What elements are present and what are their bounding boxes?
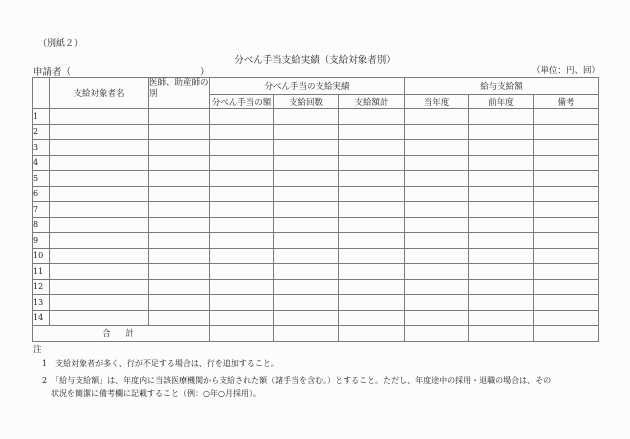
cell-current-year[interactable]	[405, 279, 469, 295]
cell-current-year[interactable]	[405, 109, 469, 125]
cell-payment-count[interactable]	[274, 310, 339, 326]
cell-payment-total[interactable]	[339, 310, 405, 326]
cell-payment-count[interactable]	[274, 109, 339, 125]
cell-doctor-midwife[interactable]	[149, 264, 210, 280]
cell-remarks[interactable]	[534, 155, 599, 171]
cell-current-year[interactable]	[405, 310, 469, 326]
header-doctor-midwife: 医師、助産師の別	[149, 78, 210, 109]
cell-payment-count[interactable]	[274, 248, 339, 264]
table-row	[33, 202, 599, 218]
payment-table	[32, 77, 599, 342]
cell-previous-year[interactable]	[469, 124, 534, 140]
cell-payment-total[interactable]	[339, 140, 405, 156]
cell-childbirth-amount[interactable]	[210, 248, 274, 264]
table-row	[33, 217, 599, 233]
cell-doctor-midwife[interactable]	[149, 233, 210, 249]
cell-remarks[interactable]	[534, 186, 599, 202]
table-row	[33, 140, 599, 156]
table-row	[33, 186, 599, 202]
cell-doctor-midwife[interactable]	[149, 310, 210, 326]
row-number: 13	[33, 295, 50, 311]
header-childbirth-amount: 分べん手当の額	[210, 95, 274, 109]
cell-previous-year[interactable]	[469, 140, 534, 156]
cell-payment-count[interactable]	[274, 217, 339, 233]
cell-current-year[interactable]	[405, 248, 469, 264]
row-number: 10	[33, 248, 50, 264]
row-number: 5	[33, 171, 50, 187]
header-current-year: 当年度	[405, 95, 469, 109]
cell-childbirth-amount[interactable]	[210, 217, 274, 233]
total-current-year[interactable]	[405, 326, 469, 342]
cell-childbirth-amount[interactable]	[210, 233, 274, 249]
total-row	[33, 326, 599, 342]
note-item-1: 1 支給対象者が多く、行が不足する場合は、行を追加すること。	[42, 359, 279, 368]
cell-recipient-name[interactable]	[50, 217, 149, 233]
cell-childbirth-amount[interactable]	[210, 295, 274, 311]
cell-childbirth-amount[interactable]	[210, 310, 274, 326]
table-row	[33, 264, 599, 280]
row-number: 6	[33, 186, 50, 202]
cell-payment-count[interactable]	[274, 233, 339, 249]
cell-payment-total[interactable]	[339, 264, 405, 280]
cell-recipient-name[interactable]	[50, 140, 149, 156]
cell-remarks[interactable]	[534, 295, 599, 311]
cell-recipient-name[interactable]	[50, 202, 149, 218]
row-number: 12	[33, 279, 50, 295]
cell-recipient-name[interactable]	[50, 248, 149, 264]
cell-remarks[interactable]	[534, 140, 599, 156]
cell-recipient-name[interactable]	[50, 295, 149, 311]
cell-doctor-midwife[interactable]	[149, 279, 210, 295]
cell-childbirth-amount[interactable]	[210, 186, 274, 202]
cell-previous-year[interactable]	[469, 248, 534, 264]
cell-childbirth-amount[interactable]	[210, 264, 274, 280]
cell-payment-total[interactable]	[339, 202, 405, 218]
cell-childbirth-amount[interactable]	[210, 279, 274, 295]
total-label: 合 計	[33, 326, 210, 342]
cell-payment-total[interactable]	[339, 109, 405, 125]
cell-payment-count[interactable]	[274, 171, 339, 187]
cell-remarks[interactable]	[534, 279, 599, 295]
cell-doctor-midwife[interactable]	[149, 248, 210, 264]
cell-doctor-midwife[interactable]	[149, 155, 210, 171]
cell-recipient-name[interactable]	[50, 109, 149, 125]
table-row	[33, 310, 599, 326]
cell-doctor-midwife[interactable]	[149, 202, 210, 218]
unit-label: （単位：円、回）	[532, 66, 601, 76]
cell-doctor-midwife[interactable]	[149, 295, 210, 311]
note-item-2: 2 「給与支給額」は、年度内に当該医療機関から支給された額（諸手当を含む。）とすること。ただし、年度途中の採用・退職の場合は、その	[42, 376, 552, 385]
cell-doctor-midwife[interactable]	[149, 217, 210, 233]
cell-remarks[interactable]	[534, 202, 599, 218]
cell-doctor-midwife[interactable]	[149, 186, 210, 202]
cell-current-year[interactable]	[405, 140, 469, 156]
cell-childbirth-amount[interactable]	[210, 202, 274, 218]
cell-current-year[interactable]	[405, 186, 469, 202]
cell-recipient-name[interactable]	[50, 155, 149, 171]
cell-recipient-name[interactable]	[50, 233, 149, 249]
cell-recipient-name[interactable]	[50, 279, 149, 295]
total-remarks[interactable]	[534, 326, 599, 342]
note-item-2-continued: 状況を簡潔に備考欄に記載すること（例：○年○月採用）。	[51, 389, 261, 398]
cell-recipient-name[interactable]	[50, 310, 149, 326]
header-childbirth-group: 分べん手当の支給実績	[210, 78, 405, 95]
cell-current-year[interactable]	[405, 264, 469, 280]
cell-recipient-name[interactable]	[50, 171, 149, 187]
table-row	[33, 279, 599, 295]
cell-childbirth-amount[interactable]	[210, 140, 274, 156]
cell-payment-count[interactable]	[274, 295, 339, 311]
cell-previous-year[interactable]	[469, 171, 534, 187]
cell-remarks[interactable]	[534, 233, 599, 249]
total-payment-count[interactable]	[274, 326, 339, 342]
row-number: 2	[33, 124, 50, 140]
cell-payment-count[interactable]	[274, 202, 339, 218]
row-number: 3	[33, 140, 50, 156]
cell-payment-total[interactable]	[339, 233, 405, 249]
row-number: 4	[33, 155, 50, 171]
cell-previous-year[interactable]	[469, 233, 534, 249]
header-no	[33, 78, 50, 109]
row-number: 7	[33, 202, 50, 218]
cell-remarks[interactable]	[534, 248, 599, 264]
attachment-label: （別紙２）	[38, 39, 84, 49]
cell-remarks[interactable]	[534, 171, 599, 187]
cell-remarks[interactable]	[534, 264, 599, 280]
cell-recipient-name[interactable]	[50, 124, 149, 140]
total-childbirth-amount[interactable]	[210, 326, 274, 342]
cell-current-year[interactable]	[405, 233, 469, 249]
cell-remarks[interactable]	[534, 109, 599, 125]
cell-remarks[interactable]	[534, 217, 599, 233]
table-row	[33, 109, 599, 125]
row-number: 9	[33, 233, 50, 249]
cell-previous-year[interactable]	[469, 264, 534, 280]
cell-previous-year[interactable]	[469, 295, 534, 311]
cell-doctor-midwife[interactable]	[149, 171, 210, 187]
cell-current-year[interactable]	[405, 155, 469, 171]
header-payment-total: 支給額計	[339, 95, 405, 109]
cell-payment-total[interactable]	[339, 171, 405, 187]
cell-previous-year[interactable]	[469, 202, 534, 218]
total-payment-total[interactable]	[339, 326, 405, 342]
header-remarks: 備考	[534, 95, 599, 109]
header-salary-group: 給与支給額	[405, 78, 599, 95]
header-payment-count: 支給回数	[274, 95, 339, 109]
table-row	[33, 248, 599, 264]
cell-childbirth-amount[interactable]	[210, 171, 274, 187]
total-previous-year[interactable]	[469, 326, 534, 342]
table-row	[33, 171, 599, 187]
table-row	[33, 233, 599, 249]
cell-previous-year[interactable]	[469, 109, 534, 125]
row-number: 8	[33, 217, 50, 233]
cell-childbirth-amount[interactable]	[210, 155, 274, 171]
notes-heading: 注	[33, 345, 42, 355]
cell-recipient-name[interactable]	[50, 186, 149, 202]
cell-current-year[interactable]	[405, 295, 469, 311]
header-recipient-name: 支給対象者名	[50, 78, 149, 109]
cell-payment-total[interactable]	[339, 279, 405, 295]
cell-current-year[interactable]	[405, 171, 469, 187]
cell-previous-year[interactable]	[469, 186, 534, 202]
cell-payment-count[interactable]	[274, 140, 339, 156]
applicant-close-paren: ）	[200, 67, 210, 78]
cell-payment-total[interactable]	[339, 248, 405, 264]
cell-childbirth-amount[interactable]	[210, 124, 274, 140]
cell-payment-total[interactable]	[339, 155, 405, 171]
cell-previous-year[interactable]	[469, 217, 534, 233]
row-number: 1	[33, 109, 50, 125]
cell-doctor-midwife[interactable]	[149, 124, 210, 140]
cell-payment-count[interactable]	[274, 155, 339, 171]
cell-payment-count[interactable]	[274, 279, 339, 295]
cell-payment-count[interactable]	[274, 124, 339, 140]
cell-previous-year[interactable]	[469, 155, 534, 171]
cell-remarks[interactable]	[534, 310, 599, 326]
table-row	[33, 155, 599, 171]
cell-doctor-midwife[interactable]	[149, 140, 210, 156]
applicant-label: 申請者（	[33, 67, 72, 78]
table-row	[33, 124, 599, 140]
row-number: 14	[33, 310, 50, 326]
cell-recipient-name[interactable]	[50, 264, 149, 280]
cell-payment-total[interactable]	[339, 186, 405, 202]
row-number: 11	[33, 264, 50, 280]
cell-current-year[interactable]	[405, 124, 469, 140]
table-row	[33, 295, 599, 311]
cell-doctor-midwife[interactable]	[149, 109, 210, 125]
document-title: 分べん手当支給実績（支給対象者別）	[234, 55, 396, 66]
cell-current-year[interactable]	[405, 202, 469, 218]
cell-payment-count[interactable]	[274, 264, 339, 280]
cell-current-year[interactable]	[405, 217, 469, 233]
cell-previous-year[interactable]	[469, 310, 534, 326]
cell-payment-total[interactable]	[339, 295, 405, 311]
header-previous-year: 前年度	[469, 95, 534, 109]
cell-payment-total[interactable]	[339, 124, 405, 140]
cell-remarks[interactable]	[534, 124, 599, 140]
cell-payment-total[interactable]	[339, 217, 405, 233]
cell-childbirth-amount[interactable]	[210, 109, 274, 125]
cell-payment-count[interactable]	[274, 186, 339, 202]
cell-previous-year[interactable]	[469, 279, 534, 295]
